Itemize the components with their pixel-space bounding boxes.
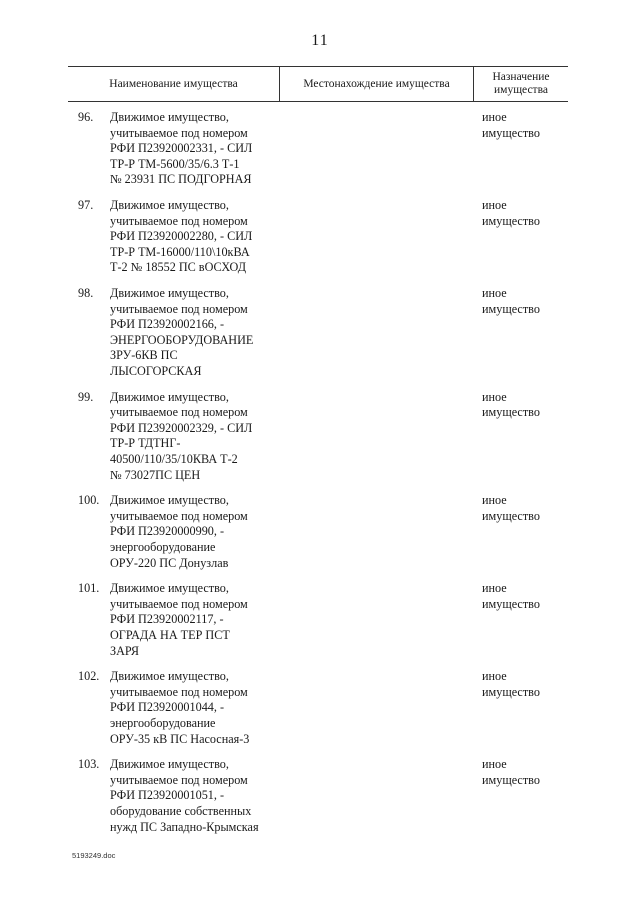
property-name-line: учитываемое под номером xyxy=(110,125,248,140)
row-number: 101. xyxy=(78,581,100,596)
property-purpose xyxy=(482,581,572,612)
property-name xyxy=(110,493,290,571)
property-purpose-line: имущество xyxy=(482,772,540,787)
property-name xyxy=(110,198,290,276)
property-name-line: РФИ П23920001051, - xyxy=(110,788,225,803)
property-name-line: оборудование собственных xyxy=(110,803,252,818)
property-name-line: ТР-Р ТМ-5600/35/6.3 Т-1 xyxy=(110,156,240,171)
property-name-line: ОРУ-35 кВ ПС Насосная-3 xyxy=(110,731,250,746)
property-name-line: РФИ П23920000990, - xyxy=(110,524,225,539)
property-name-line: РФИ П23920002166, - xyxy=(110,317,225,332)
property-name-line: РФИ П23920002117, - xyxy=(110,612,224,627)
property-name-line: учитываемое под номером xyxy=(110,772,248,787)
property-name-line: РФИ П23920001044, - xyxy=(110,700,225,715)
table-header xyxy=(68,66,568,102)
property-purpose-line: имущество xyxy=(482,684,540,699)
property-purpose-line: иное xyxy=(482,757,507,772)
property-name-line: энергооборудование xyxy=(110,539,216,554)
property-name-line: Движимое имущество, xyxy=(110,110,229,124)
header-name: Наименование имущества xyxy=(68,67,280,101)
row-number: 103. xyxy=(78,757,100,772)
property-purpose xyxy=(482,493,572,524)
property-name xyxy=(110,110,290,188)
row-number: 102. xyxy=(78,669,100,684)
property-name-line: учитываемое под номером xyxy=(110,405,248,420)
property-purpose xyxy=(482,757,572,788)
property-purpose-line: имущество xyxy=(482,213,540,228)
property-purpose-line: имущество xyxy=(482,405,540,420)
property-name-line: Движимое имущество, xyxy=(110,389,229,404)
property-name-line: РФИ П23920002280, - СИЛ xyxy=(110,229,253,244)
property-purpose-line: имущество xyxy=(482,596,540,611)
row-number: 97. xyxy=(78,198,94,212)
property-name-line: Т-2 № 18552 ПС вОСХОД xyxy=(110,260,247,275)
property-name-line: учитываемое под номером xyxy=(110,684,248,699)
page-number: 11 xyxy=(311,32,329,49)
property-purpose-line: иное xyxy=(482,389,507,404)
property-purpose-line: иное xyxy=(482,110,507,124)
property-purpose-line: иное xyxy=(482,286,507,300)
row-number: 99. xyxy=(78,389,94,404)
property-name-line: Движимое имущество, xyxy=(110,757,229,772)
property-name-line: Движимое имущество, xyxy=(110,286,229,300)
property-name-line: № 23931 ПС ПОДГОРНАЯ xyxy=(110,172,252,187)
property-name-line: ЭНЕРГООБОРУДОВАНИЕ xyxy=(110,332,254,347)
property-purpose xyxy=(482,286,572,317)
property-name xyxy=(110,390,290,484)
property-purpose-line: иное xyxy=(482,669,507,684)
property-name-line: Движимое имущество, xyxy=(110,493,229,508)
property-name-line: Движимое имущество, xyxy=(110,581,229,596)
property-name-line: РФИ П23920002329, - СИЛ xyxy=(110,420,253,435)
property-name-line: ТР-Р ТДТНГ- xyxy=(110,436,181,451)
header-location: Местонахождение имущества xyxy=(280,67,474,101)
property-name xyxy=(110,757,290,835)
property-purpose-line: имущество xyxy=(482,125,540,140)
property-name-line: РФИ П23920002331, - СИЛ xyxy=(110,141,253,156)
property-name-line: 40500/110/35/10КВА Т-2 xyxy=(110,451,238,466)
property-name-line: нужд ПС Западно-Крымская xyxy=(110,819,259,834)
property-purpose xyxy=(482,110,572,141)
property-name xyxy=(110,669,290,747)
property-name-line: ОГРАДА НА ТЕР ПСТ xyxy=(110,627,230,642)
property-name-line: ОРУ-220 ПС Донузлав xyxy=(110,555,229,570)
property-name xyxy=(110,581,290,659)
property-purpose xyxy=(482,390,572,421)
property-purpose-line: иное xyxy=(482,198,507,212)
file-name: 5193249.doc xyxy=(72,851,116,860)
property-name-line: № 73027ПС ЦЕН xyxy=(110,467,201,482)
property-purpose-line: иное xyxy=(482,581,507,596)
property-name-line: Движимое имущество, xyxy=(110,198,229,212)
property-purpose-line: имущество xyxy=(482,508,540,523)
property-purpose-line: имущество xyxy=(482,301,540,316)
property-name-line: энергооборудование xyxy=(110,715,216,730)
property-name-line: учитываемое под номером xyxy=(110,508,248,523)
property-name-line: учитываемое под номером xyxy=(110,301,248,316)
row-number: 98. xyxy=(78,286,94,300)
property-name-line: учитываемое под номером xyxy=(110,213,248,228)
property-name-line: учитываемое под номером xyxy=(110,596,248,611)
property-purpose xyxy=(482,198,572,229)
property-purpose xyxy=(482,669,572,700)
property-name xyxy=(110,286,290,380)
property-name-line: ЗРУ-6КВ ПС xyxy=(110,348,178,363)
property-purpose-line: иное xyxy=(482,493,507,508)
property-name-line: Движимое имущество, xyxy=(110,669,229,684)
row-number: 100. xyxy=(78,493,100,508)
header-purpose: Назначение имущества xyxy=(492,71,550,96)
row-number: 96. xyxy=(78,110,94,124)
property-name-line: ЗАРЯ xyxy=(110,643,140,658)
property-name-line: ТР-Р ТМ-16000/110\10кВА xyxy=(110,244,250,259)
property-name-line: ЛЫСОГОРСКАЯ xyxy=(110,363,202,378)
